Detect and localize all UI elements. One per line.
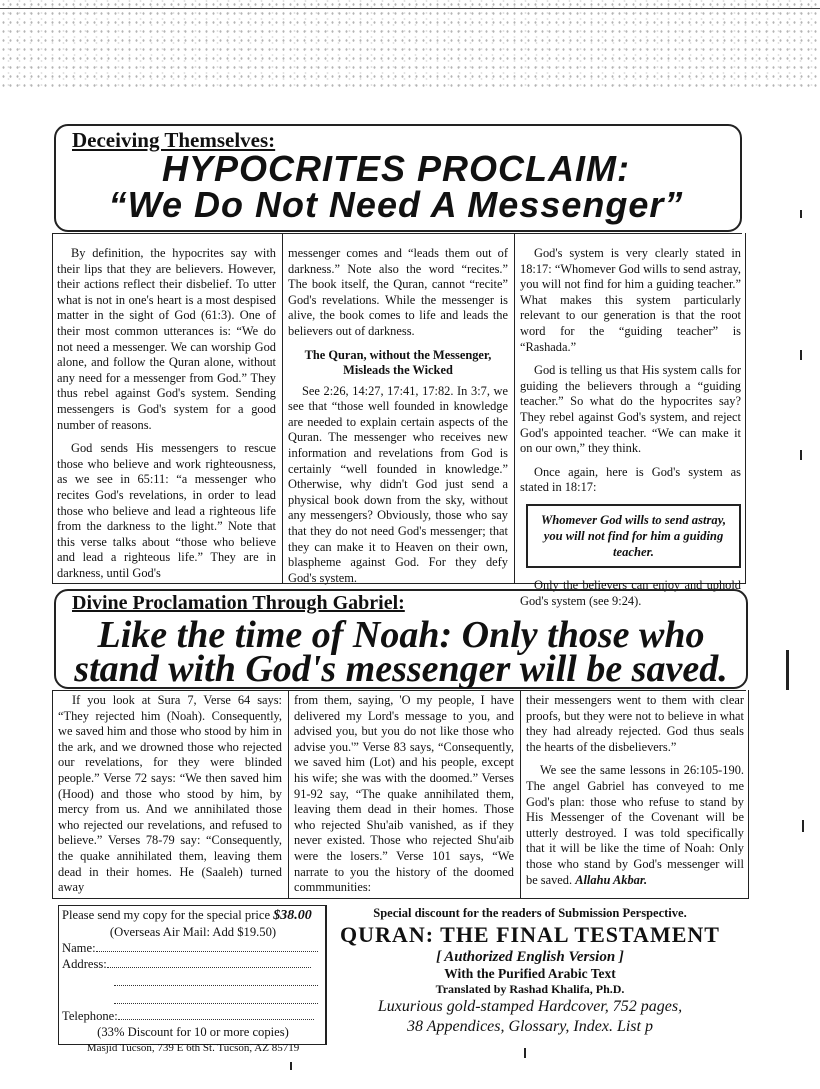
section1-column-1 [57, 246, 276, 589]
order-form [62, 907, 324, 1056]
order-price: $38.00 [273, 908, 312, 923]
section2-column-1 [58, 693, 282, 904]
section1-column-3 [520, 246, 741, 617]
paragraph: from them, saying, 'O my people, I have delivered my Lord's message to you, and advised you, but you do not like those who advise you.'” Verse 83 says, “Consequently, we saved him (Lot) and his people, except his wife; she was with the doomed.” Verses 91-92 say, “The quake annihilated them, leaving them dead in their homes. Those who rejected Shu'aib vanished, as if they never existed. Those who rejected Shu'aib were the losers.” Verse 101 says, “We narrate to you the history of the doomed commmunities: [294, 693, 514, 895]
section1-column-2 [288, 246, 508, 594]
scan-mark [800, 450, 802, 460]
ad-features-1: Luxurious gold-stamped Hardcover, 752 pages, [377, 998, 683, 1015]
quote-box: Whomever God wills to send astray, you will not find for him a guiding teacher. [526, 504, 741, 568]
paragraph: See 2:26, 14:27, 17:41, 17:82. In 3:7, we see that “those well founded in knowledge are needed to explain certain aspects of the Quran. The messenger who receives new information and revelations from God is certainly “well founded in knowledge.” Otherwise, why didn't God just send a physical book down from the sky, without any messengers? Obviously, those who say that they do not need God's messenger; that they can make it to Heaven on their own, blaspheme against God. For they defy God's system. [288, 383, 508, 585]
paragraph: Only the believers can enjoy and uphold God's system (see 9:24). [520, 577, 741, 608]
section2-kicker: Divine Proclamation Through Gabriel: [72, 592, 405, 614]
address-field-2[interactable] [114, 985, 318, 986]
book-ad [330, 906, 730, 1037]
subheading-line2: Misleads the Wicked [343, 362, 453, 377]
scan-mark [800, 350, 802, 360]
section1-left-rule [52, 233, 53, 583]
address-row-2 [62, 974, 324, 990]
subheading [288, 348, 508, 378]
address-field-3[interactable] [114, 1003, 318, 1004]
ad-arabic: With the Purified Arabic Text [444, 966, 616, 981]
name-field[interactable] [96, 951, 318, 952]
paragraph: God's system is very clearly stated in 18:17: “Whomever God wills to send astray, you will not find for him a guiding teacher.” What makes this system particularly relevant to our generation is that the root word for the “guiding teacher” is “Rashada.” [520, 246, 741, 354]
subheading-line1: The Quran, without the Messenger, [304, 347, 492, 362]
scan-mark [802, 820, 804, 832]
signature-text: Allahu Akbar. [575, 872, 648, 887]
address-row-3 [62, 992, 324, 1008]
scan-noise [0, 0, 820, 90]
ad-features-2: 38 Appendices, Glossary, Index. List p [407, 1018, 653, 1035]
paragraph: their messengers went to them with clear proofs, but they were not to believe in what they had already rejected. God thus seals the hearts of the disbelievers.” [526, 693, 744, 754]
scan-mark [786, 650, 789, 690]
paragraph: messenger comes and “leads them out of darkness.” Note also the word “recites.” The book itself, the Quran, cannot “recite” God's revelations. While the messenger is alive, the book comes to life and leads the believers out of darkness. [288, 246, 508, 338]
scan-mark [524, 1048, 526, 1058]
name-row [62, 940, 324, 956]
order-address: Masjid Tucson, 739 E 6th St. Tucson, AZ 85719 [86, 1042, 300, 1054]
order-text: Please send my copy for the special price [62, 908, 271, 922]
paragraph-text: We see the same lessons in 26:105-190. The angel Gabriel has conveyed to me God's plan: those who refuse to stand by His Messenger of the Covenant will be utterly destroyed. I was told specifically that it will be like the time of Noah: Only those who stand by God's messenger will be saved. [526, 763, 744, 887]
order-discount: (33% Discount for 10 or more copies) [97, 1025, 289, 1039]
section1-headline-line1: HYPOCRITES PROCLAIM: [161, 148, 630, 189]
order-overseas: (Overseas Air Mail: Add $19.50) [109, 925, 277, 939]
section2-col-divider-1 [288, 690, 289, 898]
ad-discount: Special discount for the readers of Submission Perspective. [373, 906, 687, 920]
section2-column-3 [526, 693, 744, 888]
section2-left-rule [52, 690, 53, 898]
section2-column-2 [294, 693, 514, 904]
top-rule [0, 8, 820, 9]
paragraph [526, 763, 744, 888]
section1-col-divider-1 [282, 233, 283, 583]
section1-headline-line2: “We Do Not Need A Messenger” [108, 184, 684, 225]
name-label: Name: [62, 941, 96, 955]
address-field[interactable] [107, 967, 311, 968]
section2-right-rule [748, 690, 749, 898]
ad-subtitle: [ Authorized English Version ] [436, 949, 624, 965]
address-label: Address: [62, 957, 107, 971]
section2-headline-line1: Like the time of Noah: Only those who [97, 614, 705, 656]
paragraph: God is telling us that His system calls for guiding the believers through a “guiding teacher.” So what do the hypocrites say? They rebel against God's system, and reject God's appointed teacher. “We can make it on our own,” they think. [520, 363, 741, 456]
section1-col-divider-2 [514, 233, 515, 583]
section1-top-rule [52, 233, 742, 234]
scan-mark [290, 1062, 292, 1070]
paragraph: Once again, here is God's system as stated in 18:17: [520, 464, 741, 495]
section1-kicker: Deceiving Themselves: [72, 128, 276, 152]
telephone-field[interactable] [118, 1019, 314, 1020]
paragraph: God sends His messengers to rescue those who believe and work righteousness, as we see in 65:11: “a messenger who recites God's revelations, in order to lead those who believe and lead a righteous life from the darkness to the light.” Note that this verse talks about “those who believe and lead a righteous life.” They are in darkness, until God's [57, 441, 276, 580]
section1-right-rule [745, 233, 746, 583]
paragraph: By definition, the hypocrites say with their lips that they are believers. However, their actions reflect their disbelief. To utter what is not in one's heart is a most despised matter in the sight of God (61:3). One of their most common utterances is: “We do not need a messenger. We can worship God alone, and follow the Quran alone, without any need for a messenger from God.” They thus rebel against God's system. Sending messengers is God's system for a good number of reasons. [57, 246, 276, 432]
section2-headline-line2: stand with God's messenger will be saved. [74, 648, 728, 690]
telephone-row [62, 1008, 324, 1024]
order-line-1 [62, 907, 324, 924]
telephone-label: Telephone: [62, 1009, 118, 1023]
paragraph: If you look at Sura 7, Verse 64 says: “They rejected him (Noah). Consequently, we saved him and those who stood by him in the ark, and we drowned those who rejected our revelations, for they were blinded people.” Verse 72 says: “We then saved him (Hood) and those who stood by him, by mercy from us. And we annihilated those who rejected our revelations, and refused to believe.” Verses 78-79 say: “Consequently, the quake annihilated them, leaving them dead in their homes. He (Saaleh) turned away [58, 693, 282, 895]
scan-mark [800, 210, 802, 218]
ad-translator: Translated by Rashad Khalifa, Ph.D. [435, 982, 625, 996]
address-row [62, 956, 324, 972]
section2-top-rule [52, 690, 746, 691]
section2-col-divider-2 [520, 690, 521, 898]
ad-title: QURAN: THE FINAL TESTAMENT [340, 922, 720, 947]
